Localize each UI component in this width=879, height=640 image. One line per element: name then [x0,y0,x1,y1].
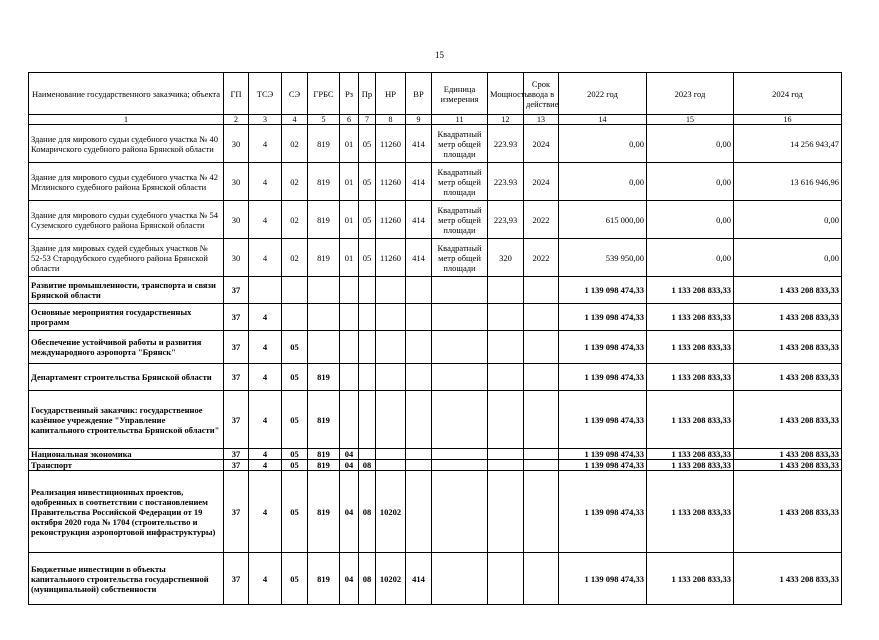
table-cell: 414 [406,239,432,277]
table-row [29,125,842,163]
table-cell [359,277,376,304]
table-cell [524,460,559,471]
table-cell: 2024 [524,163,559,201]
table-cell: 819 [308,553,340,605]
header-cell: 2023 год [647,73,734,115]
table-cell [488,553,524,605]
table-cell: 11260 [376,201,406,239]
table-cell: 1 139 098 474,33 [559,364,647,391]
table-cell [406,304,432,331]
table-cell [524,449,559,460]
column-number: 14 [559,115,647,125]
table-cell [488,449,524,460]
table-cell: 37 [224,277,249,304]
table-cell: 0,00 [559,125,647,163]
column-number: 9 [406,115,432,125]
table-cell: 30 [224,163,249,201]
table-cell: 05 [359,239,376,277]
table-cell: Здание для мирового судьи судебного участка № 54 Суземского судебного района Брянской области [29,201,224,239]
table-cell: 04 [340,553,359,605]
table-cell: 1 133 208 833,33 [647,471,734,553]
header-cell: Наименование государственного заказчика; объекта [29,73,224,115]
table-cell: 320 [488,239,524,277]
table-cell [524,553,559,605]
table-cell [406,364,432,391]
table-cell: 1 139 098 474,33 [559,304,647,331]
table-cell [308,304,340,331]
table-row [29,460,842,471]
header-cell: НР [376,73,406,115]
table-cell: 4 [249,553,282,605]
table-body [29,125,842,605]
header-cell: ВР [406,73,432,115]
table-cell [359,331,376,364]
table-cell [340,391,359,449]
table-row [29,391,842,449]
table-cell: 4 [249,471,282,553]
table-cell: 04 [340,460,359,471]
table-cell: 01 [340,239,359,277]
table-cell: 1 433 208 833,33 [734,304,842,331]
table-cell: 11260 [376,163,406,201]
table-cell: 4 [249,364,282,391]
column-number: 6 [340,115,359,125]
table-row [29,553,842,605]
table-cell [406,331,432,364]
table-cell: 13 616 946,96 [734,163,842,201]
table-cell: 819 [308,239,340,277]
table-cell: 1 133 208 833,33 [647,449,734,460]
table-cell [488,364,524,391]
column-number: 1 [29,115,224,125]
table-cell: 05 [359,163,376,201]
table-cell: 4 [249,460,282,471]
table-cell [376,391,406,449]
table-row [29,163,842,201]
table-cell: Реализация инвестиционных проектов, одобренных в соответствии с постановлением Правительства Российской Федерации от 19 октября 2020 года № 1704 (строительство и реконструкция аэропортовой инфраструктуры) [29,471,224,553]
table-cell [406,277,432,304]
table-cell: Основные мероприятия государственных программ [29,304,224,331]
table-cell: 37 [224,331,249,364]
table-cell: 05 [282,331,308,364]
table-cell: 05 [282,449,308,460]
table-cell: 414 [406,553,432,605]
table-cell: Квадратный метр общей площади [432,125,488,163]
table-cell: 1 139 098 474,33 [559,277,647,304]
table-cell: Транспорт [29,460,224,471]
table-cell: 2022 [524,201,559,239]
header-cell: Пр [359,73,376,115]
table-cell: 10202 [376,553,406,605]
table-cell [488,331,524,364]
table-cell: 414 [406,125,432,163]
table-cell: Бюджетные инвестиции в объекты капитального строительства государственной (муниципальной) собственности [29,553,224,605]
column-number: 16 [734,115,842,125]
table-cell: 11260 [376,239,406,277]
header-cell: СЭ [282,73,308,115]
table-cell [359,304,376,331]
table-cell [432,449,488,460]
header-cell: ТСЭ [249,73,282,115]
table-cell: 37 [224,449,249,460]
table-cell: 05 [282,391,308,449]
table-row [29,277,842,304]
table-cell: 1 433 208 833,33 [734,277,842,304]
table-cell: Здание для мировых судей судебных участков № 52-53 Стародубского судебного района Брянской области [29,239,224,277]
table-cell [432,391,488,449]
table-cell: 0,00 [647,201,734,239]
table-cell: 1 433 208 833,33 [734,471,842,553]
header-row [29,73,842,115]
table-cell: 37 [224,471,249,553]
table-cell: 05 [359,125,376,163]
page-number: 15 [435,50,444,60]
table-cell: 1 433 208 833,33 [734,331,842,364]
table-cell: 2024 [524,125,559,163]
table-cell [376,331,406,364]
table-cell: 04 [340,471,359,553]
column-number: 12 [488,115,524,125]
table-cell: 08 [359,471,376,553]
header-cell: Мощность [488,73,524,115]
table-cell [524,304,559,331]
table-cell: 819 [308,460,340,471]
table-cell: 1 139 098 474,33 [559,331,647,364]
table-cell [524,471,559,553]
table-cell [406,449,432,460]
table-cell: 0,00 [734,239,842,277]
table-cell: 05 [282,471,308,553]
table-cell: Здание для мирового судьи судебного участка № 40 Комаричского судебного района Брянской области [29,125,224,163]
header-cell: ГП [224,73,249,115]
table-cell: 37 [224,364,249,391]
table-cell: Квадратный метр общей площади [432,163,488,201]
column-number: 2 [224,115,249,125]
table-cell [488,277,524,304]
table-cell [376,460,406,471]
table-cell [432,277,488,304]
column-number: 5 [308,115,340,125]
table-cell [249,277,282,304]
table-cell: 02 [282,163,308,201]
table-cell [406,391,432,449]
table-cell: 11260 [376,125,406,163]
table-cell: Квадратный метр общей площади [432,201,488,239]
table-cell: 0,00 [559,163,647,201]
table-cell: 819 [308,125,340,163]
table-row [29,239,842,277]
table-cell: 4 [249,201,282,239]
table-cell: 1 133 208 833,33 [647,391,734,449]
table-cell: 1 133 208 833,33 [647,553,734,605]
table-cell: 1 433 208 833,33 [734,449,842,460]
table-cell [340,277,359,304]
table-cell: Национальная экономика [29,449,224,460]
table-cell: Департамент строительства Брянской области [29,364,224,391]
table-cell: 1 139 098 474,33 [559,449,647,460]
table-cell: 4 [249,125,282,163]
table-cell [340,304,359,331]
table-cell: Здание для мирового судьи судебного участка № 42 Мглинского судебного района Брянской области [29,163,224,201]
table-cell: 1 133 208 833,33 [647,364,734,391]
table-cell [488,471,524,553]
table-cell: 819 [308,449,340,460]
table-cell [488,460,524,471]
table-row [29,449,842,460]
table-cell: 0,00 [647,125,734,163]
table-cell: 1 133 208 833,33 [647,331,734,364]
table-cell [340,331,359,364]
table-cell: 819 [308,471,340,553]
table-cell: 01 [340,125,359,163]
table-cell: 05 [282,460,308,471]
table-cell: 37 [224,460,249,471]
table-cell [488,391,524,449]
table-cell [308,331,340,364]
table-cell: 0,00 [647,239,734,277]
table-cell [432,331,488,364]
table-cell: 14 256 943,47 [734,125,842,163]
table-cell [340,364,359,391]
table-cell: 1 133 208 833,33 [647,460,734,471]
table-row [29,304,842,331]
table-cell [376,304,406,331]
table-cell: 414 [406,201,432,239]
table-cell: 4 [249,449,282,460]
table-cell [524,277,559,304]
table-cell: 1 133 208 833,33 [647,277,734,304]
table-cell: 1 139 098 474,33 [559,460,647,471]
table-cell [524,331,559,364]
header-cell: Срок ввода в действие [524,73,559,115]
table-cell: 02 [282,201,308,239]
table-cell: 1 139 098 474,33 [559,391,647,449]
table-cell: 08 [359,460,376,471]
header-cell: ГРБС [308,73,340,115]
table-cell: Квадратный метр общей площади [432,239,488,277]
table-cell: 223,93 [488,201,524,239]
table-cell: 539 950,00 [559,239,647,277]
table-cell: 1 139 098 474,33 [559,553,647,605]
table-cell: 819 [308,391,340,449]
column-number: 13 [524,115,559,125]
table-cell: 08 [359,553,376,605]
table-cell: Обеспечение устойчивой работы и развития международного аэропорта "Брянск" [29,331,224,364]
table-row [29,364,842,391]
table-cell [406,471,432,553]
table-cell: 0,00 [734,201,842,239]
header-cell: 2024 год [734,73,842,115]
table-row [29,331,842,364]
column-number: 4 [282,115,308,125]
table-cell: 4 [249,391,282,449]
header-cell: Рз [340,73,359,115]
table-row [29,201,842,239]
table-cell: 30 [224,125,249,163]
table-cell: 819 [308,163,340,201]
column-number: 7 [359,115,376,125]
column-number: 8 [376,115,406,125]
investment-table [28,72,842,605]
table-cell: 10202 [376,471,406,553]
table-cell [488,304,524,331]
table-cell: 1 433 208 833,33 [734,553,842,605]
table-cell: 4 [249,163,282,201]
table-cell [524,364,559,391]
table-cell: 05 [282,553,308,605]
table-cell [282,277,308,304]
table-cell: Государственный заказчик: государственное казённое учреждение "Управление капитального строительства Брянской области" [29,391,224,449]
table-cell: 223.93 [488,163,524,201]
header-cell: Единица измерения [432,73,488,115]
table-cell: 4 [249,239,282,277]
table-cell: 4 [249,331,282,364]
table-cell: 30 [224,201,249,239]
table-cell: 02 [282,125,308,163]
table-cell [432,304,488,331]
table-cell [308,277,340,304]
table-cell [376,449,406,460]
table-cell: 1 139 098 474,33 [559,471,647,553]
table-cell: 37 [224,391,249,449]
table-row [29,471,842,553]
table-cell [359,364,376,391]
table-cell: 01 [340,163,359,201]
table-cell: 615 000,00 [559,201,647,239]
column-number: 15 [647,115,734,125]
table-cell: Развитие промышленности, транспорта и связи Брянской области [29,277,224,304]
table-cell [432,553,488,605]
column-number: 11 [432,115,488,125]
table-cell [359,391,376,449]
table-cell: 02 [282,239,308,277]
table-cell: 05 [282,364,308,391]
table-cell: 04 [340,449,359,460]
column-number-row [29,115,842,125]
table-cell: 37 [224,304,249,331]
table-cell [432,460,488,471]
table-cell [376,364,406,391]
table-cell: 2022 [524,239,559,277]
table-cell: 819 [308,364,340,391]
table-cell: 819 [308,201,340,239]
table-cell: 0,00 [647,163,734,201]
table-cell: 05 [359,201,376,239]
table-cell: 223.93 [488,125,524,163]
table-cell [359,449,376,460]
table-cell: 1 433 208 833,33 [734,364,842,391]
table-cell: 1 433 208 833,33 [734,460,842,471]
table-cell: 37 [224,553,249,605]
table-cell: 414 [406,163,432,201]
table-cell [376,277,406,304]
table-cell [406,460,432,471]
column-number: 3 [249,115,282,125]
table-cell: 01 [340,201,359,239]
table-cell: 1 433 208 833,33 [734,391,842,449]
table-cell: 1 133 208 833,33 [647,304,734,331]
table-cell [524,391,559,449]
table-cell [432,471,488,553]
table-cell [282,304,308,331]
table-cell [432,364,488,391]
table-cell: 4 [249,304,282,331]
header-cell: 2022 год [559,73,647,115]
table-cell: 30 [224,239,249,277]
